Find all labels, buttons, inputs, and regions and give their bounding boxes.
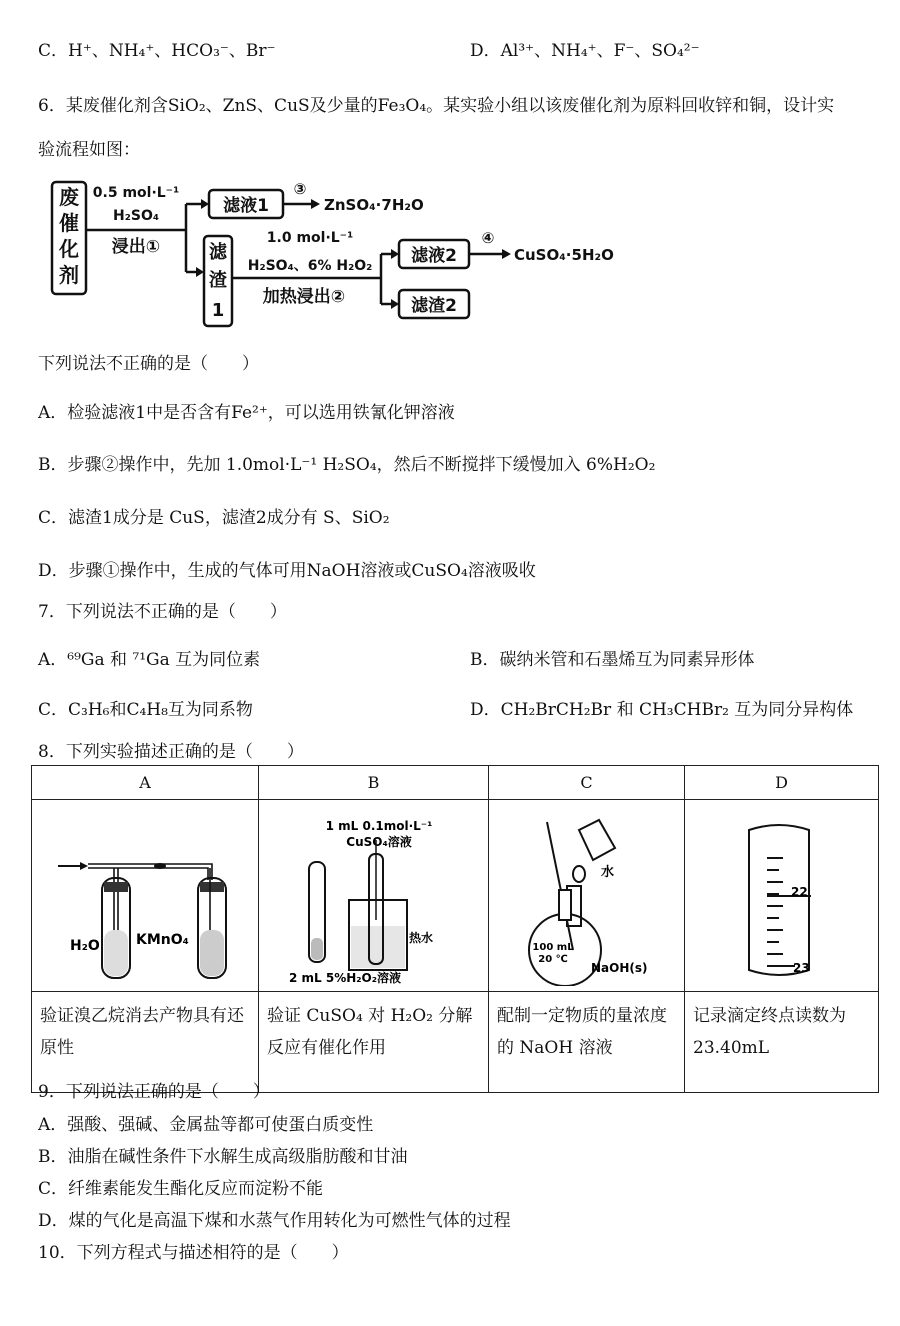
q7-stem: 7．下列说法不正确的是（ ） bbox=[38, 602, 287, 622]
q8-stem: 8．下列实验描述正确的是（ ） bbox=[38, 742, 304, 762]
q5-option-c: C．H⁺、NH₄⁺、HCO₃⁻、Br⁻ bbox=[38, 41, 276, 61]
q8-desc-b: 验证 CuSO₄ 对 H₂O₂ 分解反应有催化作用 bbox=[259, 992, 489, 1093]
q6-stem-line2: 验流程如图： bbox=[38, 140, 140, 160]
q8-desc-d: 记录滴定终点读数为23.40mL bbox=[685, 992, 879, 1093]
q6-option-d: D．步骤①操作中，生成的气体可用NaOH溶液或CuSO₄溶液吸收 bbox=[38, 561, 536, 581]
label-22: 22 bbox=[791, 885, 808, 899]
start-char-3: 化 bbox=[59, 237, 79, 261]
q6-option-c: C．滤渣1成分是 CuS，滤渣2成分有 S、SiO₂ bbox=[38, 508, 390, 528]
label-water: 水 bbox=[601, 865, 615, 880]
residue1-char-1: 滤 bbox=[209, 242, 227, 263]
q6-option-a: A．检验滤液1中是否含有Fe²⁺，可以选用铁氰化钾溶液 bbox=[38, 403, 455, 423]
label-flask-volume: 100 mL bbox=[532, 942, 574, 953]
q8-experiment-table bbox=[31, 765, 879, 1093]
label-naoh: NaOH(s) bbox=[591, 961, 648, 975]
label-h2o2: 2 mL 5%H₂O₂溶液 bbox=[289, 971, 401, 985]
q7-option-b: B．碳纳米管和石墨烯互为同素异形体 bbox=[470, 650, 755, 670]
q10-stem: 10．下列方程式与描述相符的是（ ） bbox=[38, 1243, 349, 1263]
step3-label: ③ bbox=[293, 180, 307, 198]
q6-option-b: B．步骤②操作中，先加 1.0mol·L⁻¹ H₂SO₄，然后不断搅拌下缓慢加入 6%H₂O₂ bbox=[38, 455, 656, 475]
q8-header-a: A bbox=[32, 766, 259, 800]
residue1-char-2: 渣 bbox=[209, 270, 227, 291]
reagent2-conc: 1.0 mol·L⁻¹ bbox=[266, 230, 354, 246]
q7-option-d: D．CH₂BrCH₂Br 和 CH₃CHBr₂ 互为同分异构体 bbox=[470, 700, 854, 720]
start-char-4: 剂 bbox=[59, 263, 79, 287]
label-h2o: H₂O bbox=[70, 938, 100, 954]
q8-figure-d bbox=[685, 800, 879, 992]
label-cuso4-conc: 1 mL 0.1mol·L⁻¹ bbox=[325, 819, 433, 833]
label-kmno4: KMnO₄ bbox=[136, 932, 189, 948]
q6-stem-line1: 6．某废催化剂含SiO₂、ZnS、CuS及少量的Fe₃O₄。某实验小组以该废催化剂为原料回收锌和铜，设计实 bbox=[38, 96, 835, 116]
product2: CuSO₄·5H₂O bbox=[514, 246, 614, 264]
label-23: 23 bbox=[793, 961, 810, 975]
reagent1-conc: 0.5 mol·L⁻¹ bbox=[92, 185, 180, 201]
step2-label: 加热浸出② bbox=[262, 287, 346, 307]
q9-stem: 9．下列说法正确的是（ ） bbox=[38, 1082, 270, 1102]
start-char-2: 催 bbox=[59, 211, 79, 235]
q8-header-c: C bbox=[489, 766, 685, 800]
product1: ZnSO₄·7H₂O bbox=[324, 196, 424, 214]
q8-header-d: D bbox=[685, 766, 879, 800]
residue2-label: 滤渣2 bbox=[411, 296, 457, 316]
q9-option-a: A．强酸、强碱、金属盐等都可使蛋白质变性 bbox=[38, 1115, 374, 1135]
label-cuso4: CuSO₄溶液 bbox=[346, 835, 412, 849]
step1-label: 浸出① bbox=[111, 237, 161, 257]
start-char-1: 废 bbox=[59, 185, 79, 209]
q5-option-d: D．Al³⁺、NH₄⁺、F⁻、SO₄²⁻ bbox=[470, 41, 700, 61]
q9-option-c: C．纤维素能发生酯化反应而淀粉不能 bbox=[38, 1179, 324, 1199]
step4-label: ④ bbox=[481, 229, 495, 247]
q8-header-b: B bbox=[259, 766, 489, 800]
q8-desc-c: 配制一定物质的量浓度的 NaOH 溶液 bbox=[489, 992, 685, 1093]
q6-flow-diagram bbox=[46, 172, 642, 332]
label-flask-temp: 20 ℃ bbox=[538, 954, 568, 965]
q8-figure-b bbox=[259, 800, 489, 992]
residue1-char-3: 1 bbox=[211, 300, 225, 321]
label-hot-water: 热水 bbox=[409, 931, 434, 945]
q8-figure-a bbox=[32, 800, 259, 992]
q8-figure-c bbox=[489, 800, 685, 992]
q9-option-b: B．油脂在碱性条件下水解生成高级脂肪酸和甘油 bbox=[38, 1147, 408, 1167]
reagent1-acid: H₂SO₄ bbox=[113, 208, 159, 224]
q8-desc-a: 验证溴乙烷消去产物具有还原性 bbox=[32, 992, 259, 1093]
filtrate2-label: 滤液2 bbox=[411, 246, 457, 266]
q7-option-c: C．C₃H₆和C₄H₈互为同系物 bbox=[38, 700, 253, 720]
q6-question: 下列说法不正确的是（ ） bbox=[38, 354, 259, 374]
filtrate1-label: 滤液1 bbox=[223, 196, 269, 216]
q9-option-d: D．煤的气化是高温下煤和水蒸气作用转化为可燃性气体的过程 bbox=[38, 1211, 511, 1231]
q7-option-a: A．⁶⁹Ga 和 ⁷¹Ga 互为同位素 bbox=[38, 650, 261, 670]
reagent2-acid: H₂SO₄、6% H₂O₂ bbox=[247, 258, 373, 274]
